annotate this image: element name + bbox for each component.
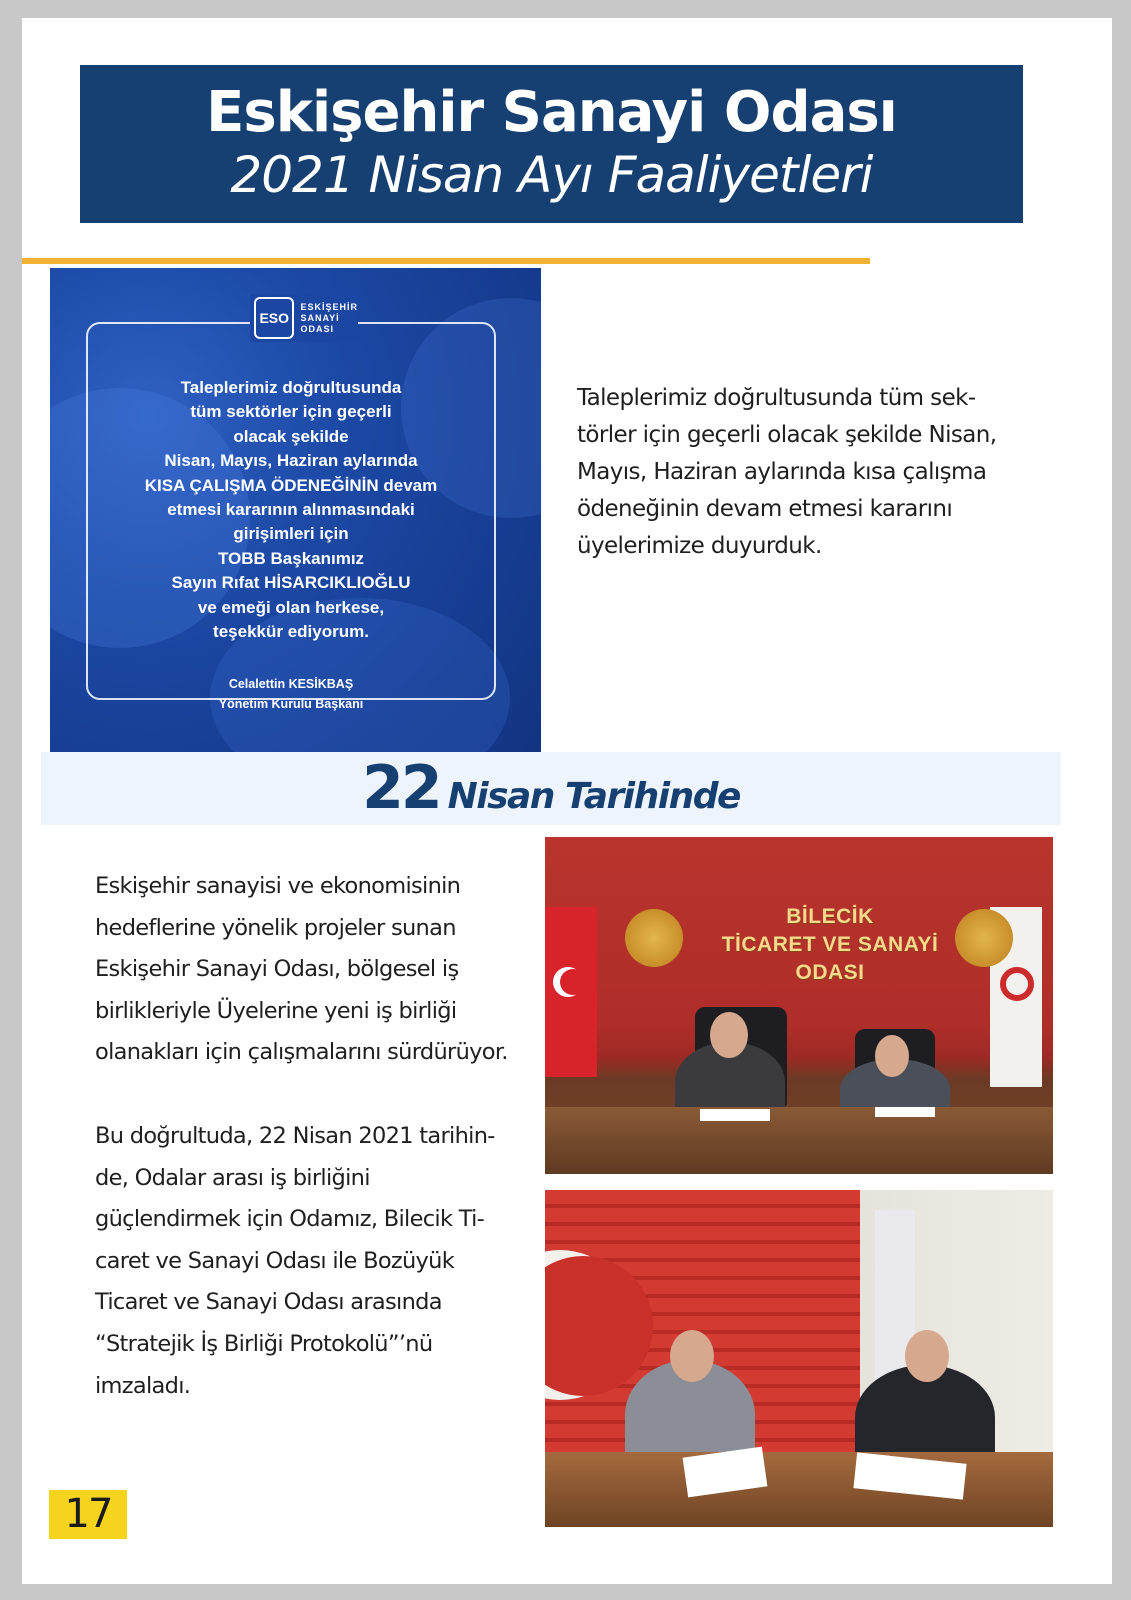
card-line: olacak şekilde — [233, 426, 349, 446]
card-line: Sayın Rıfat HİSARCIKLIOĞLU — [171, 573, 411, 593]
eso-logo-mark: ESO — [254, 297, 294, 339]
accent-rule — [22, 258, 870, 264]
card-line: Nisan, Mayıs, Haziran aylarında — [164, 451, 418, 471]
section-day: 22 — [362, 753, 440, 823]
page-number: 17 — [49, 1490, 127, 1539]
body-paragraph: Bu doğrultuda, 22 Nisan 2021 tarihin-de, Odalar arası iş birliğini güçlendirmek için Odamız, Bilecik Ti-caret ve Sanayi Odası ile Bozüyük Ticaret ve Sanayi Odası arasında “Stratejik İş Birliği Protokolü”’nü imzaladı. — [95, 1122, 495, 1399]
signature-title: Yönetim Kurulu Başkanı — [218, 697, 364, 711]
card-line: tüm sektörler için geçerli — [190, 402, 392, 422]
tobb-seal-icon — [625, 909, 683, 967]
signing-photo-bozuyuk — [545, 1190, 1053, 1527]
desk — [545, 1107, 1053, 1174]
person-head — [875, 1035, 909, 1077]
page — [22, 18, 1112, 1584]
chamber-seal-icon — [955, 909, 1013, 967]
wall-sign: BİLECİK TİCARET VE SANAYİ ODASI — [721, 905, 939, 984]
eso-logo-text: ESKİŞEHİR SANAYİ ODASI — [300, 301, 358, 334]
announcement-card — [50, 268, 541, 759]
desk — [545, 1452, 1053, 1527]
signing-photo-bilecik — [545, 837, 1053, 1174]
intro-paragraph: Taleplerimiz doğrultusunda tüm sek-törler için geçerli olacak şekilde Nisan, Mayıs, Haziran aylarında kısa çalışma ödeneğinin devam etmesi kararını üyelerimize duyurduk. — [577, 385, 997, 559]
card-line: etmesi kararının alınmasındaki — [167, 500, 415, 520]
person-head — [670, 1330, 714, 1382]
card-line: ve emeği olan herkese, — [197, 597, 385, 617]
person-head — [710, 1012, 748, 1058]
page-subtitle: 2021 Nisan Ayı Faaliyetleri — [230, 146, 873, 204]
page-header — [80, 65, 1023, 223]
card-message — [86, 376, 496, 644]
section-label: Nisan Tarihinde — [447, 776, 740, 817]
page-title: Eskişehir Sanayi Odası — [206, 80, 897, 145]
card-line: teşekkür ediyorum. — [213, 622, 369, 642]
document — [700, 1109, 770, 1121]
eso-logo — [250, 294, 358, 342]
body-text — [95, 866, 515, 1449]
body-paragraph: Eskişehir sanayisi ve ekonomisinin hedeflerine yönelik projeler sunan Eskişehir Sanayi Odası, bölgesel iş birlikleriyle Üyelerine yeni iş birliği olanakları için çalışmalarını sürdürüyor. — [95, 873, 508, 1066]
card-line: KISA ÇALIŞMA ÖDENEĞİNİN devam — [144, 475, 438, 495]
person-head — [905, 1330, 949, 1382]
card-line: TOBB Başkanımız — [217, 548, 365, 568]
turkish-flag-icon — [545, 907, 597, 1077]
section-heading — [41, 752, 1061, 825]
document — [875, 1107, 935, 1117]
card-line: girişimleri için — [233, 524, 349, 544]
card-line: Taleplerimiz doğrultusunda — [180, 378, 402, 397]
signature-name: Celalettin KESİKBAŞ — [228, 677, 354, 691]
card-signature — [86, 674, 496, 714]
